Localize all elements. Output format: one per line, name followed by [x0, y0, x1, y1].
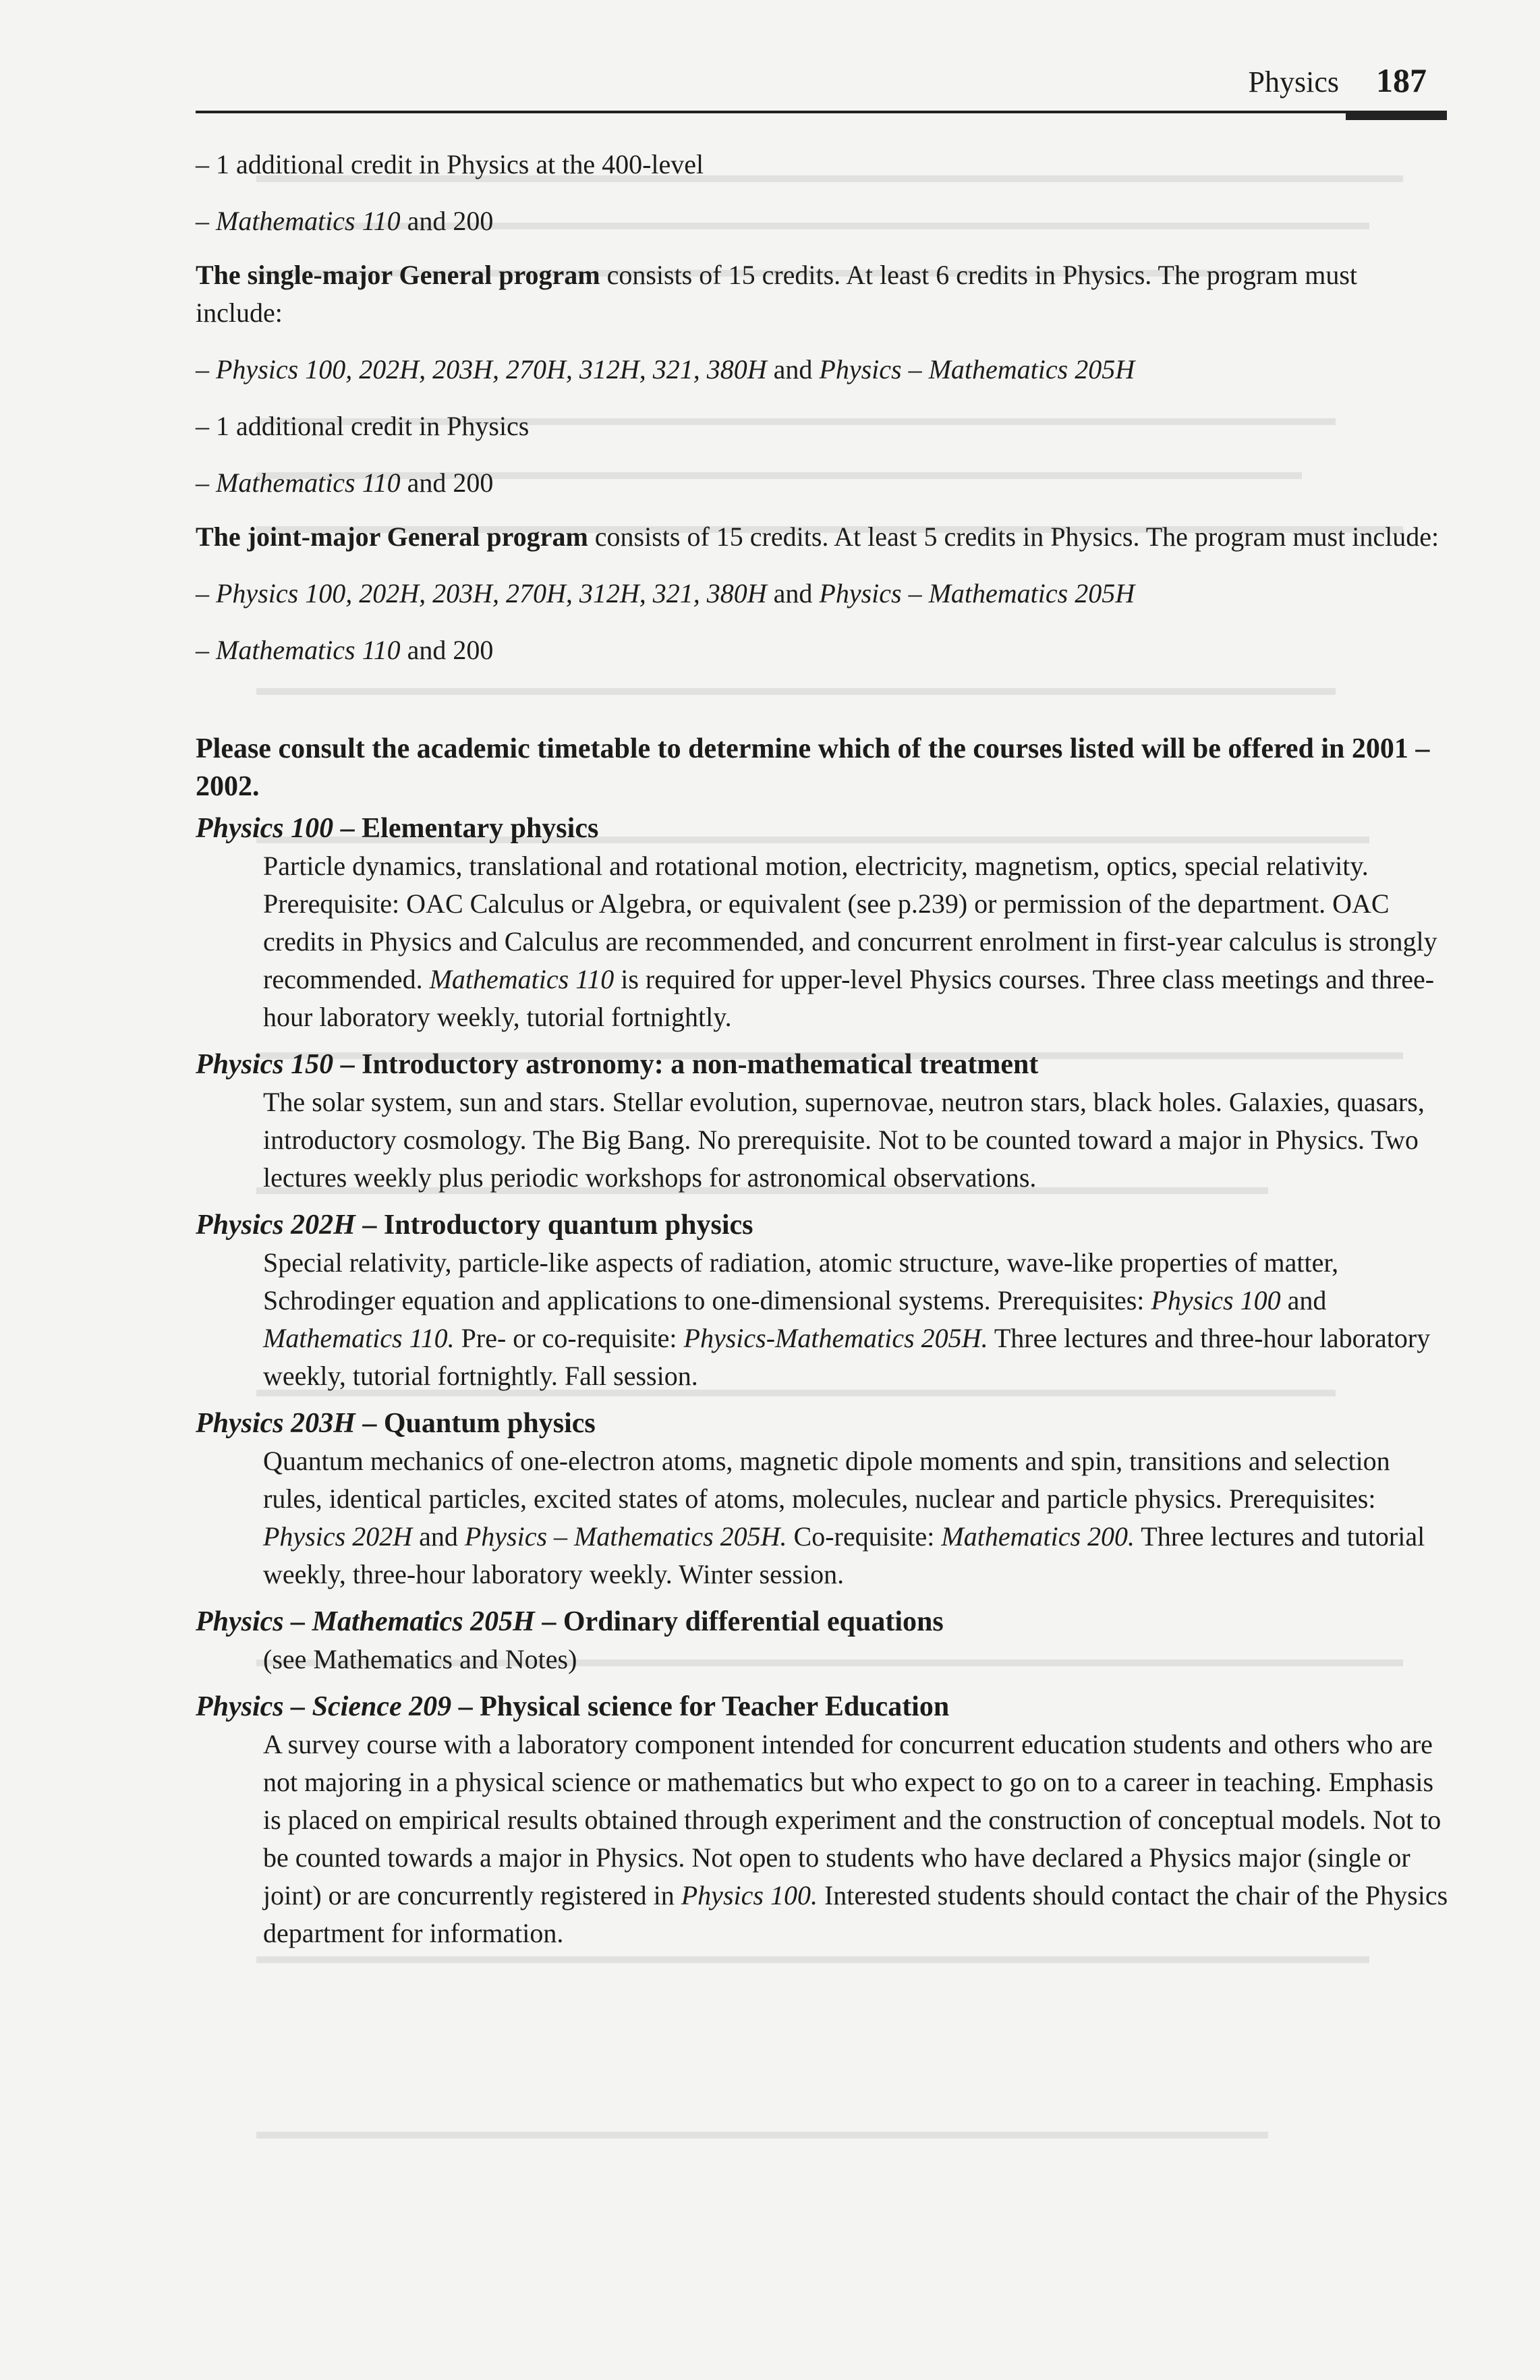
course-entry — [196, 1688, 1450, 1952]
text-run: Three lectures and three-hour laboratory weekly, tutorial fortnightly. Fall session. — [263, 1323, 1431, 1391]
program-description — [196, 518, 1450, 556]
course-title: Introductory quantum physics — [383, 1210, 753, 1241]
requirement-item — [196, 575, 1450, 613]
text-run: Pre- or co-requisite: — [454, 1323, 684, 1353]
requirement-item — [196, 631, 1450, 669]
course-code: Physics 202H — [196, 1210, 355, 1241]
page-number: 187 — [1376, 61, 1427, 99]
text-run: Special relativity, particle-like aspects of radiation, atomic structure, wave-like properties of matter, Schrodinger equation and applications to one-dimensional systems. Prerequisites: — [263, 1247, 1339, 1315]
course-reference: Physics 100 — [1151, 1285, 1281, 1315]
course-reference: Mathematics 110 — [429, 964, 615, 994]
course-reference: Physics-Mathematics 205H. — [683, 1323, 988, 1353]
course-description — [263, 1442, 1450, 1593]
requirement-item — [196, 407, 1450, 445]
program-description — [196, 256, 1450, 332]
timetable-notice: Please consult the academic timetable to determine which of the courses listed will be offered in 2001 – 2002. — [196, 733, 1430, 802]
course-reference: Physics 100, 202H, 203H, 270H, 312H, 321, 380H — [216, 354, 767, 385]
program-requirements — [196, 146, 1450, 669]
page-body — [196, 146, 1450, 1952]
text-run: – — [196, 635, 216, 665]
text-run: and — [766, 354, 820, 385]
text-run: and 200 — [400, 635, 494, 665]
text-run: Interested students should contact the chair of the Physics department for information. — [263, 1880, 1448, 1948]
course-heading — [196, 1206, 1450, 1244]
text-run: – 1 additional credit in Physics — [196, 411, 530, 441]
course-entry — [196, 810, 1450, 1036]
course-description — [263, 1244, 1450, 1395]
text-run: Three lectures and tutorial weekly, three-hour laboratory weekly. Winter session. — [263, 1521, 1425, 1589]
course-reference: Mathematics 110. — [263, 1323, 455, 1353]
text-run: and — [412, 1521, 465, 1552]
course-entry — [196, 1603, 1450, 1678]
text-run: A survey course with a laboratory component intended for concurrent education students and others who are not majoring in a physical science or mathematics but who expect to go on to a career in teaching. Emphasis is placed on empirical results obtained through experiment and the construction of conceptual models. Not to be counted towards a major in Physics. Not open to students who have declared a Physics major (single or joint) or are concurrently registered in — [263, 1729, 1442, 1910]
course-title: Physical science for Teacher Education — [480, 1691, 950, 1722]
text-run: – — [196, 206, 216, 236]
course-reference: Physics – Mathematics 205H — [819, 354, 1135, 385]
course-list — [196, 810, 1450, 1952]
text-run: Particle dynamics, translational and rotational motion, electricity, magnetism, optics, special relativity. Prerequisite: OAC Calculus or Algebra, or equivalent (see p.239) or permission of the department. OAC credits in Physics and Calculus are recommended, and concurrent enrolment in first-year calculus is strongly recommended. — [263, 851, 1437, 994]
text-run: consists of 15 credits. At least 5 credits in Physics. The program must include: — [588, 521, 1439, 552]
course-reference: Mathematics 110 — [216, 635, 401, 665]
course-code: Physics – Mathematics 205H — [196, 1606, 535, 1637]
course-heading — [196, 810, 1450, 847]
requirement-item — [196, 464, 1450, 502]
course-reference: Mathematics 110 — [216, 468, 401, 498]
header-rule — [196, 111, 1447, 113]
requirement-item — [196, 351, 1450, 389]
course-heading — [196, 1688, 1450, 1726]
course-description — [263, 1726, 1450, 1952]
heading-separator: – — [355, 1210, 384, 1241]
course-entry — [196, 1405, 1450, 1593]
text-run: and — [766, 578, 820, 608]
course-reference: Physics 100. — [681, 1880, 818, 1910]
text-run: and 200 — [400, 206, 494, 236]
running-title: Physics — [1248, 65, 1339, 98]
heading-separator: – — [333, 1049, 362, 1080]
course-title: Quantum physics — [383, 1408, 596, 1439]
course-reference: Physics 202H — [263, 1521, 413, 1552]
text-run: and 200 — [400, 468, 494, 498]
text-run: consists of 15 credits. At least 6 credits in Physics. The program must include: — [196, 260, 1358, 328]
text-run: is required for upper-level Physics courses. Three class meetings and three-hour laboratory weekly, tutorial fortnightly. — [263, 964, 1435, 1032]
heading-separator: – — [355, 1408, 384, 1439]
text-run: – — [196, 354, 216, 385]
course-reference: Physics 100, 202H, 203H, 270H, 312H, 321, 380H — [216, 578, 767, 608]
requirement-item — [196, 202, 1450, 240]
course-description — [263, 847, 1450, 1036]
course-title: Introductory astronomy: a non-mathematical treatment — [362, 1049, 1039, 1080]
header-tab-marker — [1346, 111, 1447, 120]
course-reference: Physics – Mathematics 205H. — [464, 1521, 787, 1552]
program-name: The joint-major General program — [196, 521, 588, 552]
text-run: (see Mathematics and Notes) — [263, 1644, 577, 1674]
text-run: – 1 additional credit in Physics at the 400-level — [196, 149, 704, 179]
heading-separator: – — [333, 813, 362, 844]
course-code: Physics 150 — [196, 1049, 334, 1080]
course-title: Elementary physics — [362, 813, 599, 844]
course-heading — [196, 1046, 1450, 1083]
course-reference: Physics – Mathematics 205H — [819, 578, 1135, 608]
heading-separator: – — [534, 1606, 563, 1637]
text-run: Quantum mechanics of one-electron atoms, magnetic dipole moments and spin, transitions and selection rules, identical particles, excited states of atoms, molecules, nuclear and particle physics. Prerequisites: — [263, 1446, 1390, 1514]
course-entry — [196, 1206, 1450, 1395]
course-reference: Mathematics 200. — [941, 1521, 1135, 1552]
course-heading — [196, 1603, 1450, 1641]
text-run: The solar system, sun and stars. Stellar evolution, supernovae, neutron stars, black holes. Galaxies, quasars, introductory cosmology. The Big Bang. No prerequisite. Not to be counted toward a major in Physics. Two lectures weekly plus periodic workshops for astronomical observations. — [263, 1087, 1425, 1193]
course-code: Physics 203H — [196, 1408, 355, 1439]
course-code: Physics – Science 209 — [196, 1691, 452, 1722]
text-run: – — [196, 578, 216, 608]
text-run: and — [1280, 1285, 1327, 1315]
course-title: Ordinary differential equations — [563, 1606, 944, 1637]
program-name: The single-major General program — [196, 260, 600, 290]
course-entry — [196, 1046, 1450, 1197]
course-description — [263, 1641, 1450, 1678]
course-code: Physics 100 — [196, 813, 334, 844]
page-header — [196, 59, 1447, 113]
text-run: Co-requisite: — [787, 1521, 942, 1552]
heading-separator: – — [451, 1691, 480, 1722]
requirement-item — [196, 146, 1450, 183]
course-reference: Mathematics 110 — [216, 206, 401, 236]
course-description — [263, 1083, 1450, 1197]
text-run: – — [196, 468, 216, 498]
course-heading — [196, 1405, 1450, 1442]
